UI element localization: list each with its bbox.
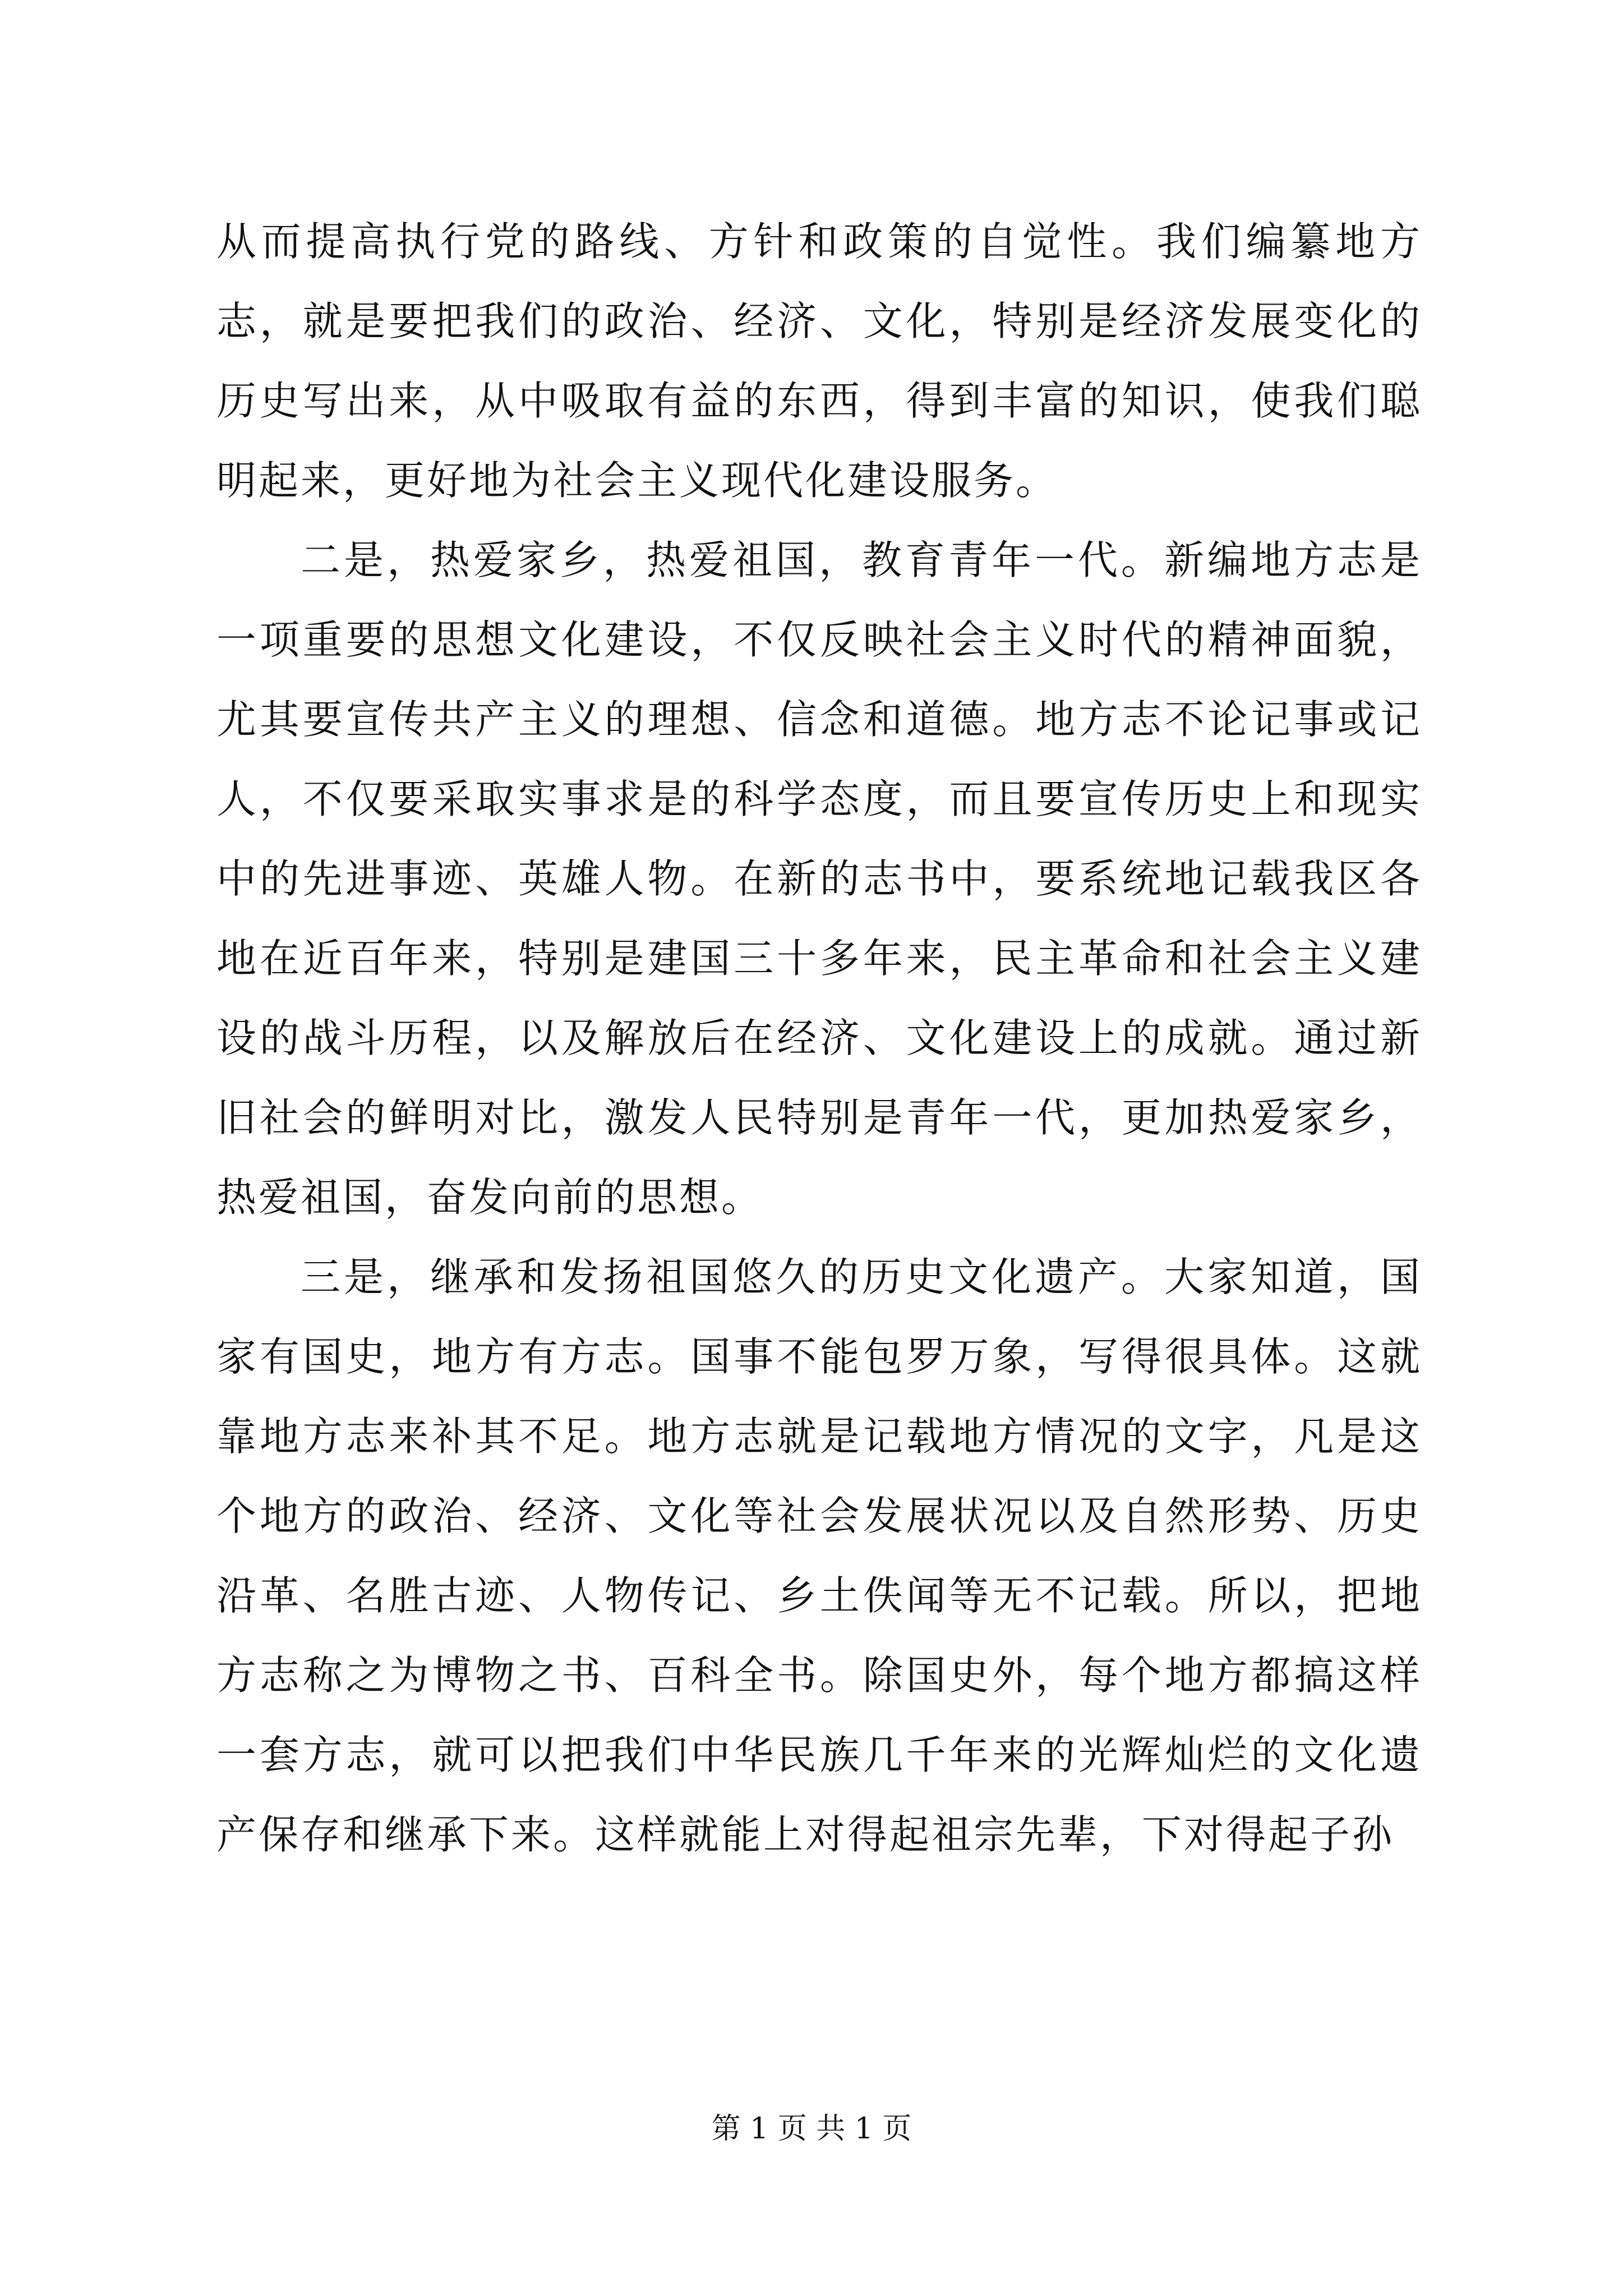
paragraph-patriotism: 二是，热爱家乡，热爱祖国，教育青年一代。新编地方志是一项重要的思想文化建设，不仅反映社会主义时代的精神面貌，尤其要宣传共产主义的理想、信念和道德。地方志不论记事或记人，不仅要采取实事求是的科学态度，而且要宣传历史上和现实中的先进事迹、英雄人物。在新的志书中，要系统地记载我区各地在近百年来，特别是建国三十多年来，民主革命和社会主义建设的战斗历程，以及解放后在经济、文化建设上的成就。通过新旧社会的鲜明对比，激发人民特别是青年一代，更加热爱家乡，热爱祖国，奋发向前的思想。 [216,537,1422,1221]
paragraph-continuation: 从而提高执行党的路线、方针和政策的自觉性。我们编纂地方志，就是要把我们的政治、经济、文化，特别是经济发展变化的历史写出来，从中吸取有益的东西，得到丰富的知识，使我们聪明起来，更好地为社会主义现代化建设服务。 [216,218,1422,504]
paragraph-cultural-heritage: 三是，继承和发扬祖国悠久的历史文化遗产。大家知道，国家有国史，地方有方志。国事不能包罗万象，写得很具体。这就靠地方志来补其不足。地方志就是记载地方情况的文字，凡是这个地方的政治、经济、文化等社会发展状况以及自然形势、历史沿革、名胜古迹、人物传记、乡土佚闻等无不记载。所以，把地方志称之为博物之书、百科全书。除国史外，每个地方都搞这样一套方志，就可以把我们中华民族几千年来的光辉灿烂的文化遗产保存和继承下来。这样就能上对得起祖宗先辈，下对得起子孙 [216,1254,1422,1858]
document-body [216,202,1422,1875]
page-number-footer: 第 1 页 共 1 页 [711,2112,912,2146]
